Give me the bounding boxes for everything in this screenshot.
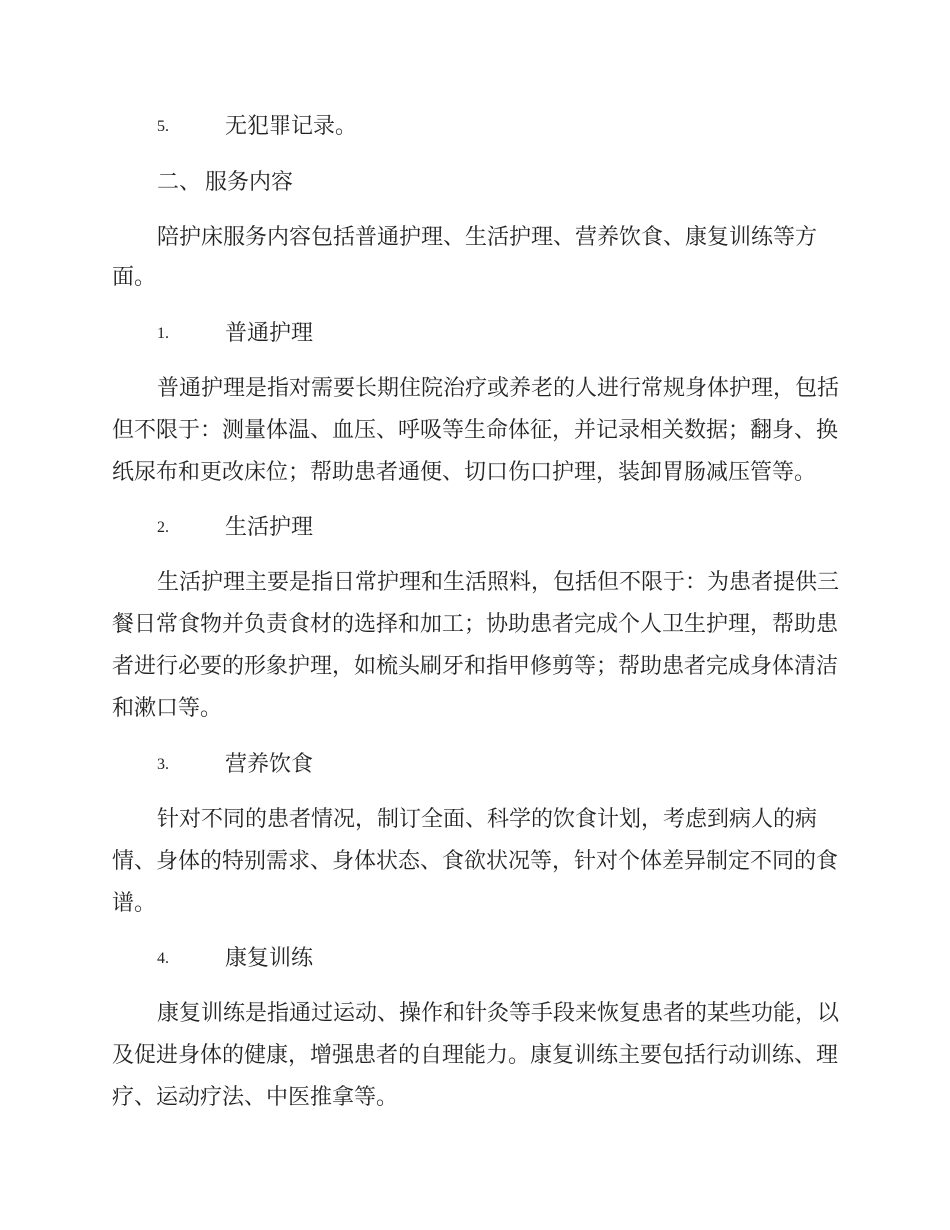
paragraph-line: 及促进身体的健康，增强患者的自理能力。康复训练主要包括行动训练、理 xyxy=(112,1043,839,1068)
paragraph-line: 者进行必要的形象护理，如梳头刷牙和指甲修剪等；帮助患者完成身体清洁 xyxy=(112,654,839,679)
subheading-number: 2. xyxy=(157,519,169,536)
paragraph-line: 情、身体的特别需求、身体状态、食欲状况等，针对个体差异制定不同的食 xyxy=(112,849,839,874)
subheading-number: 1. xyxy=(157,325,169,342)
section-heading: 服务内容 xyxy=(205,170,294,195)
subheading-number: 4. xyxy=(157,950,169,967)
paragraph-line: 康复训练是指通过运动、操作和针灸等手段来恢复患者的某些功能，以 xyxy=(157,1001,840,1026)
paragraph-line: 餐日常食物并负责食材的选择和加工；协助患者完成个人卫生护理，帮助患 xyxy=(112,612,839,637)
list-item-text: 无犯罪记录。 xyxy=(225,114,358,139)
paragraph-line: 生活护理主要是指日常护理和生活照料，包括但不限于：为患者提供三 xyxy=(157,570,840,595)
paragraph-line: 纸尿布和更改床位；帮助患者通便、切口伤口护理，装卸胃肠减压管等。 xyxy=(112,460,817,485)
paragraph-line: 针对不同的患者情况，制订全面、科学的饮食计划，考虑到病人的病 xyxy=(157,807,818,832)
paragraph-line: 谱。 xyxy=(112,891,157,916)
section-number: 二、 xyxy=(157,170,202,195)
paragraph-line: 陪护床服务内容包括普通护理、生活护理、营养饮食、康复训练等方 xyxy=(157,225,818,250)
paragraph-line: 普通护理是指对需要长期住院治疗或养老的人进行常规身体护理，包括 xyxy=(157,376,840,401)
subheading: 康复训练 xyxy=(225,946,314,971)
subheading: 普通护理 xyxy=(225,321,314,346)
subheading: 营养饮食 xyxy=(225,752,314,777)
paragraph-line: 但不限于：测量体温、血压、呼吸等生命体征，并记录相关数据；翻身、换 xyxy=(112,418,839,443)
list-number: 5. xyxy=(157,118,169,135)
subheading-number: 3. xyxy=(157,756,169,773)
paragraph-line: 面。 xyxy=(112,265,157,290)
paragraph-line: 和漱口等。 xyxy=(112,696,223,721)
paragraph-line: 疗、运动疗法、中医推拿等。 xyxy=(112,1085,399,1110)
subheading: 生活护理 xyxy=(225,515,314,540)
